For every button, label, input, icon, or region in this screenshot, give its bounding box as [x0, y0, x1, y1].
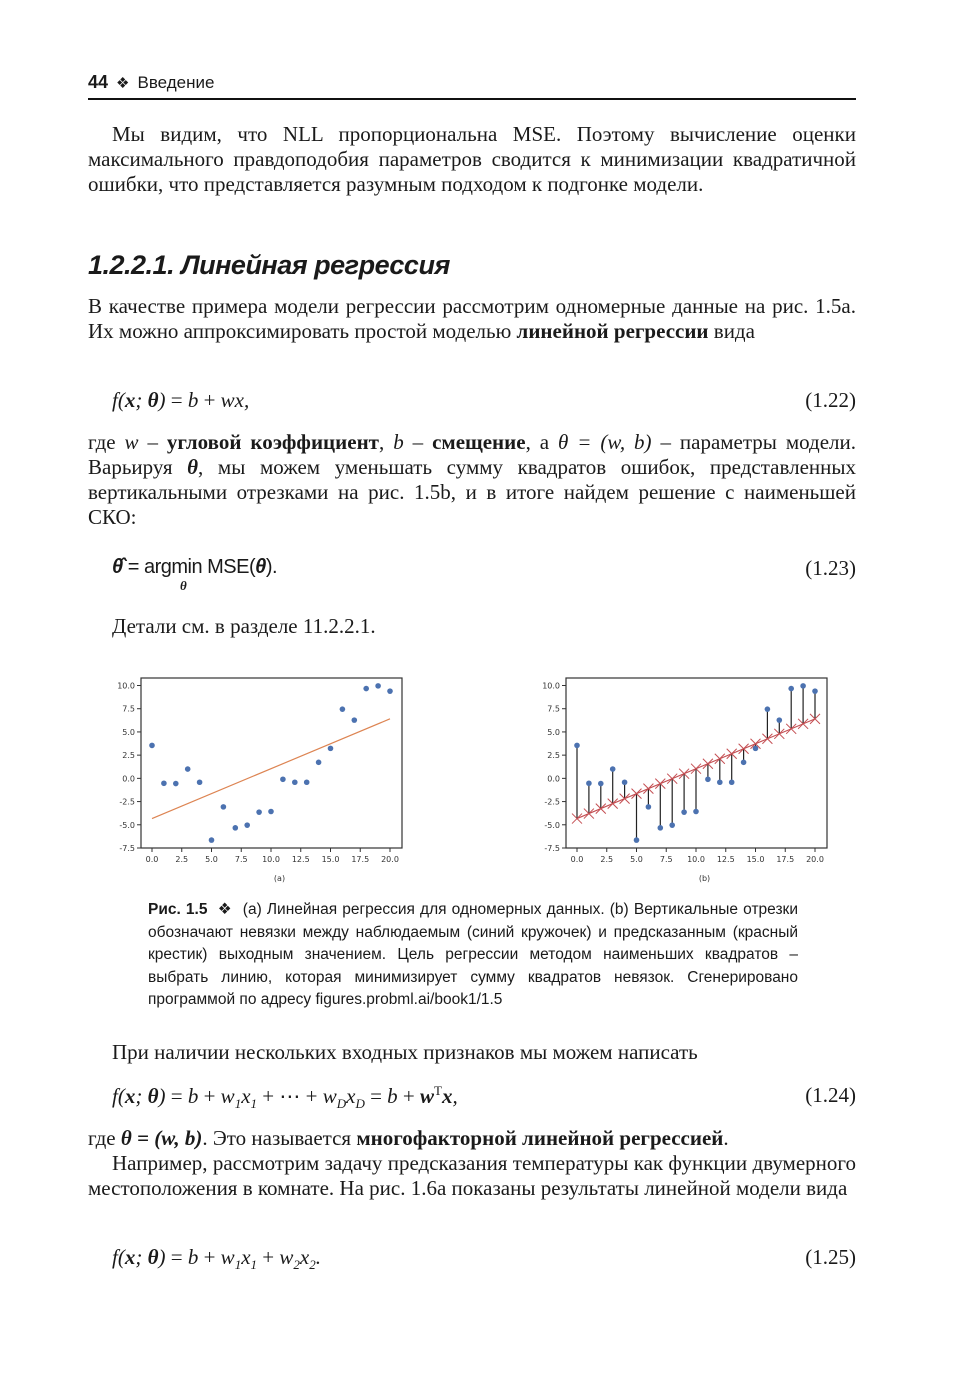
equation-formula: f(x; θ) = b + wx,: [112, 388, 250, 412]
data-point: [292, 779, 298, 785]
section-heading: 1.2.2.1. Линейная регрессия: [88, 250, 450, 280]
figure-label: Рис. 1.5: [148, 901, 208, 918]
y-tick-label: 10.0: [542, 681, 560, 691]
x-tick-label: 17.5: [351, 855, 370, 864]
plot-b: [533, 672, 843, 892]
data-point: [268, 809, 274, 815]
x-tick-label: 17.5: [776, 855, 795, 864]
text-span: – параметры модели. Варьируя: [88, 430, 857, 479]
data-point: [634, 837, 640, 843]
data-point: [328, 746, 334, 752]
equation-1-23: [112, 556, 856, 596]
data-point: [316, 759, 322, 765]
data-point: [233, 825, 239, 831]
data-point: [622, 779, 628, 785]
y-tick-label: -2.5: [544, 797, 560, 807]
x-tick-label: 12.5: [716, 855, 735, 864]
paragraph-temperature-example: Например, рассмотрим задачу предсказания температуры как функции двумерного местоположения в комнате. На рис. 1.6a показаны результаты линейной модели вида: [88, 1151, 856, 1200]
y-tick-label: -7.5: [544, 844, 560, 853]
data-point: [729, 779, 735, 785]
paragraph-parameters: [88, 430, 856, 530]
data-point: [693, 809, 699, 815]
y-tick-label: -5.0: [119, 820, 135, 830]
chart-a: [108, 672, 418, 887]
data-point: [185, 766, 191, 772]
x-tick-label: 5.0: [630, 855, 643, 864]
equation-formula: f(x; $\theta) = b + w_1x_1 + w_2x_2$.: [112, 1245, 321, 1273]
equation-formula: θ̂ = argmin MSE(θ).: [112, 556, 278, 578]
x-tick-label: 12.5: [291, 855, 310, 864]
data-point: [717, 779, 723, 785]
panel-label: (b): [698, 874, 711, 883]
y-tick-label: -5.0: [544, 820, 560, 830]
figure-1-5: [88, 672, 856, 887]
diamond-ornament-icon: ❖: [116, 75, 130, 92]
data-point: [221, 804, 227, 810]
data-point: [363, 686, 369, 692]
data-point: [681, 809, 687, 815]
text-span: где: [88, 430, 125, 454]
data-point: [197, 779, 203, 785]
y-tick-label: 0.0: [122, 774, 135, 784]
data-point: [586, 780, 592, 786]
chart-b: [533, 672, 843, 887]
equation-1-24: [112, 1083, 856, 1112]
var-b: b: [393, 430, 404, 454]
data-point: [574, 743, 580, 749]
figure-caption: [148, 899, 798, 1012]
paragraph-details-ref: Детали см. в разделе 11.2.2.1.: [112, 614, 376, 638]
data-point: [161, 780, 167, 786]
equation-number: (1.25): [805, 1245, 856, 1269]
term-multiple-linear-regression: многофакторной линейной регрессией: [356, 1126, 724, 1150]
paragraph-nll-mse: Мы видим, что NLL пропорциональна MSE. Поэтому вычисление оценки максимального правдоподобия параметров сводится к минимизации квадратичной ошибки, что представляется разумным подходом к подгонке модели.: [88, 122, 856, 196]
x-tick-label: 5.0: [205, 855, 218, 864]
data-point: [387, 688, 393, 694]
x-tick-label: 7.5: [234, 855, 248, 864]
data-point: [209, 837, 215, 843]
running-head: [88, 72, 856, 100]
diamond-ornament-icon: ❖: [217, 901, 233, 918]
x-tick-label: 2.5: [600, 855, 614, 864]
data-point: [375, 683, 381, 689]
panel-label: (a): [273, 874, 286, 883]
data-point: [812, 688, 818, 694]
data-point: [777, 717, 783, 723]
text-span: ,: [379, 430, 394, 454]
data-point: [765, 706, 771, 712]
plot-frame: [141, 678, 402, 848]
text-span: –: [403, 430, 433, 454]
paragraph-linear-regression-intro: [88, 294, 856, 344]
var-w: w: [124, 430, 139, 454]
equation-number: (1.22): [805, 388, 856, 412]
term-linear-regression: линейной регрессии: [516, 319, 709, 343]
text-span: .: [723, 1126, 729, 1150]
y-tick-label: 7.5: [122, 704, 135, 714]
data-point: [741, 759, 747, 765]
data-point: [149, 743, 155, 749]
text-span: . Это называется: [202, 1126, 357, 1150]
y-tick-label: 7.5: [547, 704, 560, 714]
plot-frame: [566, 678, 827, 848]
data-point: [800, 683, 806, 689]
text-span: –: [138, 430, 167, 454]
data-point: [598, 781, 604, 787]
x-tick-label: 2.5: [175, 855, 189, 864]
data-point: [304, 779, 310, 785]
paragraph-multiple-inputs: При наличии нескольких входных признаков мы можем написать: [112, 1040, 698, 1064]
argmin-subscript: θ: [180, 578, 187, 593]
term-bias: смещение: [432, 430, 526, 454]
y-tick-label: -7.5: [119, 844, 135, 853]
x-tick-label: 15.0: [321, 855, 340, 864]
equation-formula: f(x; $\theta) = b + w_1x_1$ + ⋯ + $w_Dx_D = b + w^Tx$,: [112, 1083, 458, 1112]
text-span: , а: [525, 430, 559, 454]
y-tick-label: 2.5: [122, 751, 135, 761]
theta-definition: θ = (w, b): [120, 1126, 203, 1150]
text-span: , мы можем уменьшать сумму квадратов ошибок, представленных вертикальными отрезками на рис. 1.5b, и в итоге найдем решение с наименьшей СКО:: [88, 455, 856, 529]
data-point: [244, 822, 250, 828]
page-number: 44: [88, 72, 109, 92]
caption-text: (a) Линейная регрессия для одномерных данных. (b) Вертикальные отрезки обозначают невязки между наблюдаемым (синий кружочек) и предсказанным (красный крестик) выходным значением. Цель регрессии методом наименьших квадратов – выбрать линию, которая минимизирует сумму квадратов невязок. Сгенерировано программой по адресу figures.probml.ai/book1/1.5: [148, 901, 798, 1008]
text-span: вида: [708, 319, 755, 343]
y-tick-label: 0.0: [547, 774, 560, 784]
data-point: [173, 781, 179, 787]
data-point: [280, 776, 286, 782]
equation-1-22: [112, 388, 856, 414]
x-tick-label: 7.5: [659, 855, 673, 864]
x-tick-label: 20.0: [806, 855, 824, 864]
data-point: [705, 776, 711, 782]
paragraph-multivariate: [88, 1126, 856, 1151]
equation-number: (1.24): [805, 1083, 856, 1107]
y-tick-label: 10.0: [117, 681, 135, 691]
data-point: [788, 686, 794, 692]
data-point: [340, 706, 346, 712]
data-point: [610, 766, 616, 772]
plot-a: [108, 672, 418, 892]
data-point: [256, 809, 262, 815]
data-point: [658, 825, 664, 831]
equation-number: (1.23): [805, 556, 856, 580]
x-tick-label: 10.0: [262, 855, 280, 864]
y-tick-label: 2.5: [547, 751, 560, 761]
term-slope: угловой коэффициент: [166, 430, 379, 454]
theta-definition: θ = (w, b): [558, 430, 652, 454]
y-tick-label: 5.0: [122, 727, 135, 737]
x-tick-label: 0.0: [145, 855, 159, 864]
data-point: [352, 717, 358, 723]
var-theta: θ: [187, 455, 199, 479]
text-span: В качестве примера модели регрессии рассмотрим одномерные данные на рис. 1.5a. Их можно аппроксимировать простой моделью: [88, 294, 856, 343]
x-tick-label: 20.0: [381, 855, 399, 864]
equation-1-25: [112, 1245, 856, 1271]
data-point: [753, 746, 759, 752]
x-tick-label: 0.0: [570, 855, 584, 864]
y-tick-label: 5.0: [547, 727, 560, 737]
x-tick-label: 10.0: [687, 855, 705, 864]
chapter-title: Введение: [137, 73, 215, 92]
data-point: [669, 822, 675, 828]
text-span: где: [88, 1126, 121, 1150]
y-tick-label: -2.5: [119, 797, 135, 807]
x-tick-label: 15.0: [746, 855, 765, 864]
data-point: [646, 804, 652, 810]
